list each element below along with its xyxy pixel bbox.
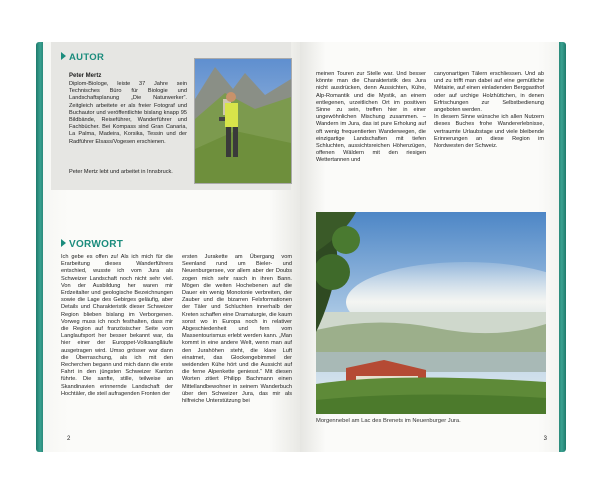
author-box bbox=[51, 42, 291, 190]
page-number-right: 3 bbox=[543, 436, 547, 442]
foreword-column-4: canyonartigen Tälern erschliessen. Und ab und zu trifft man dabei auf eine gemütliche Métairie, auf einen einladenden Berggasthof oder auf urchige Holzhüttchen, in denen Erfrischungen zur Selbstbedienung angeboten werden. In diesem Sinne wünsche ich allen Nutzern dieses Buches frohe Wandererlebnisse, vertraumte Urlaubstage und viele bleibende Erinnerungen an diese Region im Nordwesten der Schweiz. bbox=[434, 71, 544, 150]
author-name: Peter Mertz bbox=[69, 73, 102, 79]
author-bio: Diplom-Biologe, leiste 37 Jahre sein Technisches Büro für Biologie und Landschaftsplanung „Die Naturwerker“. Zeitgleich arbeitete er als freier Fotograf und Buchautor und veröffentlichte bislang knapp 95 Bildbände, Reiseführer, Wanderführer und Fachbücher. Bei Kompass sind Gran Canaria, La Palma, Madeira, Korsika, Tessin und der Radführer Elsass/Vogesen erschienen. bbox=[69, 81, 187, 145]
page-left bbox=[43, 42, 300, 452]
foreword-column-3: meinen Touren zur Stelle war. Und besser könnte man die Charakteristik des Jura nicht ausdrücken, denn Aussichten, Kühe, Alp-Romantik und die Mystik, an einem entlegenen, urzeitlichen Ort im positiven Sinne zu sein, treffen hier in einer ungewöhnlichen Mischung zusammen. – Wandern im Jura, das ist pure Erholung auf oft wenig frequentierten Wanderwegen, die einzigartige Landschaften mit tiefen Schluchten, aussichtsreichen Höhenzügen, offenen Wäldern mit den riesigen Wettertannen und bbox=[316, 71, 426, 164]
book-spread bbox=[36, 42, 566, 452]
book-cover-edge-left bbox=[36, 42, 43, 452]
triangle-bullet-icon bbox=[61, 239, 66, 247]
page-number-left: 2 bbox=[67, 436, 71, 442]
triangle-bullet-icon bbox=[61, 52, 66, 60]
foreword-column-1: Ich gebe es offen zu! Als ich mich für die Erarbeitung dieses Wanderführers entschied, wusste ich vom Jura als Schweizer Landschaft noch nicht sehr viel. Von der Ausbildung her waren mir Erdzeitalter und geologische Bezeichnungen sowie die Lage des Gebirges geläufig, aber Details und Charakteristik dieser Schweizer Region blieben bislang im Verborgenen. Vorweg muss ich noch festhalten, dass mir die Region auf französischer Seite vom Langlaufsport her besser bekannt war, da hier einer der Europpet-Volksanglläufe ausgetragen wird. Umso grösser war dann die Überraschung, als ich mit den Recherchen begann und mich dann die erste Fahrt in den jüngsten Schweizer Kanton führte. Die sanfte, stille, teilweise an Skandinavien erinnernde Landschaft der Hochtäler, die steil aufragenden Fronten der bbox=[61, 254, 173, 397]
book-cover-edge-right bbox=[559, 42, 566, 452]
author-photo bbox=[194, 58, 292, 184]
author-heading: AUTOR bbox=[61, 52, 104, 63]
foreword-column-2: ersten Jurakette am Übergang vom Seenland rund um Bieler- und Neuenburgersee, vor allem aber der Doubs zogen mich sehr rasch in ihren Bann. Mögen die weiten Hochebenen auf die Dauer ein wenig Monotonie verbreiten, der Zauber und die bizarren Felsformationen der Täler und Schluchten innerhalb der Kreten schaffen eine Dramaturgie, die kaum sonst wo in Europa noch in relativer Abgeschiedenheit und fern vom Massentourismus erlebt werden kann. „Man kommt in eine andere Welt, wenn man auf den Jurahöhen steht, die klare Luft einatmet, das Glockengebimmel der weidenden Kühe hört und die Aussicht auf die ferne Alpenkette geniesst.“ Mit diesen Worten zitiert Philipp Bachmann einen Mittellandbewohner in seinem Wanderbuch über den Schweizer Jura, das mir als hilfreiche Unterstützung bei bbox=[182, 254, 292, 405]
author-residence: Peter Mertz lebt und arbeitet in Innsbruck. bbox=[69, 169, 173, 175]
page-right bbox=[300, 42, 559, 452]
landscape-photo bbox=[316, 212, 546, 414]
photo-caption: Morgennebel am Lac des Brenets im Neuenburger Jura. bbox=[316, 418, 461, 424]
foreword-heading: VORWORT bbox=[61, 239, 123, 250]
